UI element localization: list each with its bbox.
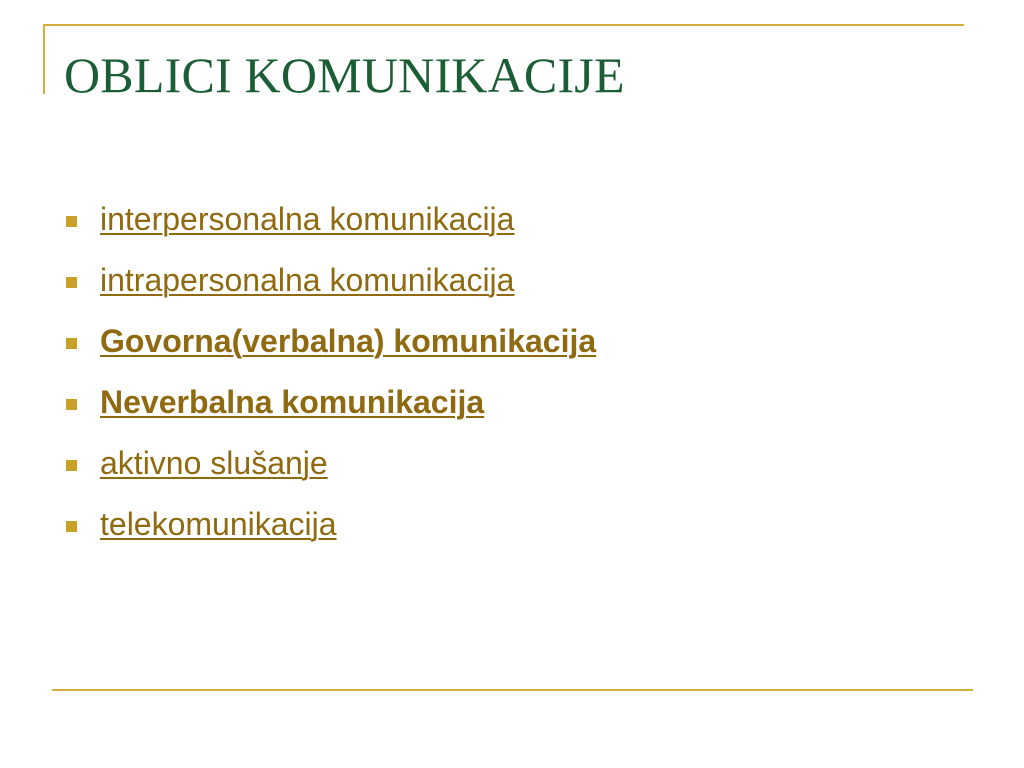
- square-bullet-icon: [66, 216, 77, 227]
- list-item: [66, 249, 596, 310]
- square-bullet-icon: [66, 399, 77, 410]
- square-bullet-icon: [66, 460, 77, 471]
- list-item: [66, 188, 596, 249]
- interpersonal-communication-link[interactable]: interpersonalna komunikacija: [100, 200, 515, 237]
- top-decorative-line: [43, 24, 964, 26]
- active-listening-link[interactable]: aktivno slušanje: [100, 444, 328, 481]
- list-item: [66, 493, 596, 554]
- bottom-decorative-line: [52, 689, 973, 691]
- telecommunication-link[interactable]: telekomunikacija: [100, 505, 337, 542]
- verbal-communication-link[interactable]: Govorna(verbalna) komunikacija: [100, 322, 597, 359]
- square-bullet-icon: [66, 277, 77, 288]
- square-bullet-icon: [66, 521, 77, 532]
- nonverbal-communication-link[interactable]: Neverbalna komunikacija: [100, 383, 485, 420]
- left-decorative-line: [43, 24, 45, 94]
- list-item: [66, 371, 596, 432]
- bullet-list: [66, 188, 596, 554]
- square-bullet-icon: [66, 338, 77, 349]
- slide-title: OBLICI KOMUNIKACIJE: [64, 47, 625, 103]
- intrapersonal-communication-link[interactable]: intrapersonalna komunikacija: [100, 261, 515, 298]
- list-item: [66, 432, 596, 493]
- list-item: [66, 310, 596, 371]
